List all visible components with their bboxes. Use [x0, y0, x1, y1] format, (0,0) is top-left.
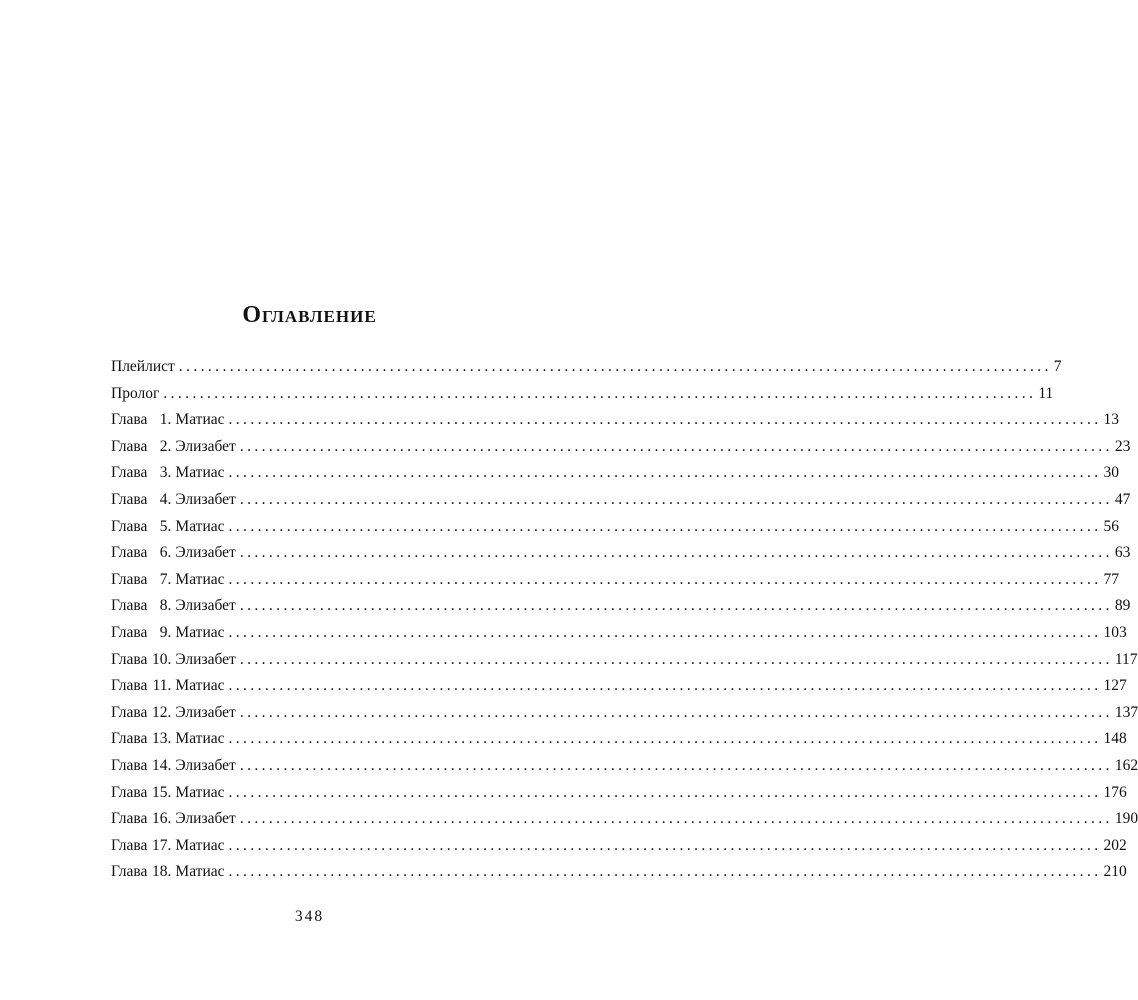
chapter-word: Глава: [111, 650, 148, 668]
toc-page-number: 190: [1114, 810, 1138, 828]
dot-leader: ........................................................................................................................: [228, 517, 1102, 535]
dot-leader: ........................................................................................................................: [239, 810, 1113, 828]
toc-page-number: 127: [1103, 677, 1127, 695]
toc-entry-title: Матиас: [175, 623, 225, 641]
toc-entry: [111, 593, 1131, 620]
dot-leader: ........................................................................................................................: [239, 544, 1113, 562]
toc-entry-label: [111, 407, 225, 434]
dot-leader: ........................................................................................................................: [239, 437, 1113, 455]
toc-entry-label: [111, 567, 225, 594]
toc-entry: [111, 381, 1054, 408]
dot-leader: ........................................................................................................................: [239, 597, 1113, 615]
toc-entry-label: [111, 700, 236, 727]
toc-page-number: 89: [1114, 597, 1131, 615]
toc-entry-label: [111, 354, 175, 381]
toc-entry-title: Плейлист: [111, 358, 175, 375]
toc-page-number: 56: [1103, 517, 1119, 535]
toc-entry: [111, 753, 1138, 780]
chapter-word: Глава: [111, 703, 148, 721]
toc-entry-title: Матиас: [175, 517, 225, 535]
chapter-word: Глава: [111, 464, 148, 482]
dot-leader: ........................................................................................................................: [239, 756, 1113, 774]
toc-entry-label: [111, 753, 236, 780]
dot-leader: ........................................................................................................................: [228, 570, 1102, 588]
toc-entry-label: [111, 780, 225, 807]
dot-leader: ........................................................................................................................: [228, 783, 1102, 801]
dot-leader: ........................................................................................................................: [239, 490, 1113, 508]
toc-page-number: 23: [1114, 437, 1131, 455]
chapter-number: 3.: [159, 464, 172, 482]
toc-entry: [111, 780, 1127, 807]
toc-entry-title: Матиас: [175, 836, 225, 854]
chapter-number: 4.: [159, 490, 172, 508]
chapter-number: 7.: [159, 570, 172, 588]
toc-page-number: 63: [1114, 544, 1131, 562]
chapter-word: Глава: [111, 437, 148, 455]
toc-entry: [111, 487, 1131, 514]
dot-leader: ........................................................................................................................: [239, 703, 1113, 721]
toc-entry-label: [111, 593, 236, 620]
toc-entry-title: Пролог: [111, 384, 160, 402]
chapter-word: Глава: [111, 517, 148, 535]
toc-page-number: 176: [1103, 783, 1127, 801]
chapter-number: 8.: [159, 597, 172, 615]
toc-entry-label: [111, 859, 225, 886]
toc-entry-title: Элизабет: [175, 650, 236, 668]
toc-entry-label: [111, 514, 225, 541]
toc-page-number: 103: [1103, 623, 1127, 641]
chapter-number: 10.: [152, 650, 172, 668]
toc-entry-title: Элизабет: [175, 437, 236, 455]
dot-leader: ........................................................................................................................: [228, 411, 1102, 429]
toc-page-number: 202: [1103, 836, 1127, 854]
chapter-number: 1.: [159, 411, 172, 429]
toc-entry-label: [111, 833, 225, 860]
toc-page-number: 11: [1038, 384, 1054, 402]
dot-leader: ........................................................................................................................: [228, 464, 1102, 482]
toc-entry: [111, 673, 1127, 700]
dot-leader: ........................................................................................................................: [228, 863, 1102, 881]
toc-entry: [111, 514, 1119, 541]
toc-entry-label: [111, 434, 236, 461]
toc-page-number: 117: [1114, 650, 1138, 668]
toc-page-number: 13: [1103, 411, 1119, 429]
toc-entry-title: Матиас: [175, 863, 225, 881]
chapter-number: 14.: [152, 756, 172, 774]
toc-entry: [111, 354, 1062, 381]
toc-page-number: 210: [1103, 863, 1127, 881]
toc-page-number: 162: [1114, 756, 1138, 774]
chapter-word: Глава: [111, 863, 148, 881]
toc-entry: [111, 540, 1131, 567]
toc-entry-label: [111, 726, 225, 753]
chapter-number: 2.: [159, 437, 172, 455]
chapter-number: 13.: [152, 730, 172, 748]
toc-entry-label: [111, 620, 225, 647]
toc-entry: [111, 460, 1119, 487]
chapter-word: Глава: [111, 756, 148, 774]
toc-page-number: 47: [1114, 490, 1131, 508]
toc-entry-title: Матиас: [175, 730, 225, 748]
toc-entry: [111, 567, 1119, 594]
dot-leader: ........................................................................................................................: [228, 730, 1102, 748]
chapter-word: Глава: [111, 783, 148, 801]
toc-entry-title: Элизабет: [175, 490, 236, 508]
chapter-word: Глава: [111, 411, 148, 429]
toc-entry-label: [111, 381, 159, 408]
toc-entry: [111, 833, 1127, 860]
chapter-number: 9.: [159, 623, 172, 641]
chapter-word: Глава: [111, 544, 148, 562]
table-of-contents: [111, 354, 1138, 886]
toc-entry-title: Матиас: [175, 411, 225, 429]
chapter-word: Глава: [111, 490, 148, 508]
toc-entry: [111, 700, 1138, 727]
chapter-word: Глава: [111, 623, 148, 641]
chapter-number: 6.: [159, 544, 172, 562]
toc-entry: [111, 407, 1119, 434]
dot-leader: ........................................................................................................................: [163, 384, 1037, 402]
toc-entry-title: Элизабет: [175, 597, 236, 615]
toc-entry-label: [111, 806, 236, 833]
chapter-number: 18.: [152, 863, 172, 881]
toc-page-number: 137: [1114, 703, 1138, 721]
chapter-word: Глава: [111, 836, 148, 854]
chapter-number: 5.: [159, 517, 172, 535]
dot-leader: ........................................................................................................................: [178, 358, 1052, 375]
toc-entry-title: Матиас: [175, 677, 225, 695]
toc-entry: [111, 434, 1131, 461]
chapter-number: 12.: [152, 703, 172, 721]
dot-leader: ........................................................................................................................: [228, 623, 1102, 641]
toc-page-number: 30: [1103, 464, 1119, 482]
page-title: Оглавление: [242, 302, 377, 328]
toc-entry: [111, 726, 1127, 753]
dot-leader: ........................................................................................................................: [228, 836, 1102, 854]
toc-page-number: 148: [1103, 730, 1127, 748]
toc-entry-title: Элизабет: [175, 756, 236, 774]
chapter-word: Глава: [111, 677, 148, 695]
chapter-number: 11.: [152, 677, 172, 695]
toc-entry-title: Матиас: [175, 783, 225, 801]
toc-page-number: 7: [1053, 358, 1062, 375]
toc-page-number: 77: [1103, 570, 1119, 588]
chapter-word: Глава: [111, 730, 148, 748]
toc-entry-title: Матиас: [175, 464, 225, 482]
chapter-word: Глава: [111, 810, 148, 828]
dot-leader: ........................................................................................................................: [228, 677, 1102, 695]
toc-entry: [111, 859, 1127, 886]
toc-entry: [111, 620, 1127, 647]
chapter-word: Глава: [111, 570, 148, 588]
toc-entry-label: [111, 487, 236, 514]
toc-entry-title: Элизабет: [175, 544, 236, 562]
toc-entry: [111, 806, 1138, 833]
toc-entry-label: [111, 460, 225, 487]
toc-entry-title: Элизабет: [175, 703, 236, 721]
dot-leader: ........................................................................................................................: [239, 650, 1113, 668]
chapter-number: 15.: [152, 783, 172, 801]
toc-entry-label: [111, 673, 225, 700]
chapter-word: Глава: [111, 597, 148, 615]
toc-entry: [111, 647, 1138, 674]
toc-entry-title: Матиас: [175, 570, 225, 588]
page-number: 348: [294, 908, 325, 925]
chapter-number: 16.: [152, 810, 172, 828]
toc-entry-label: [111, 647, 236, 674]
toc-entry-title: Элизабет: [175, 810, 236, 828]
toc-entry-label: [111, 540, 236, 567]
chapter-number: 17.: [152, 836, 172, 854]
